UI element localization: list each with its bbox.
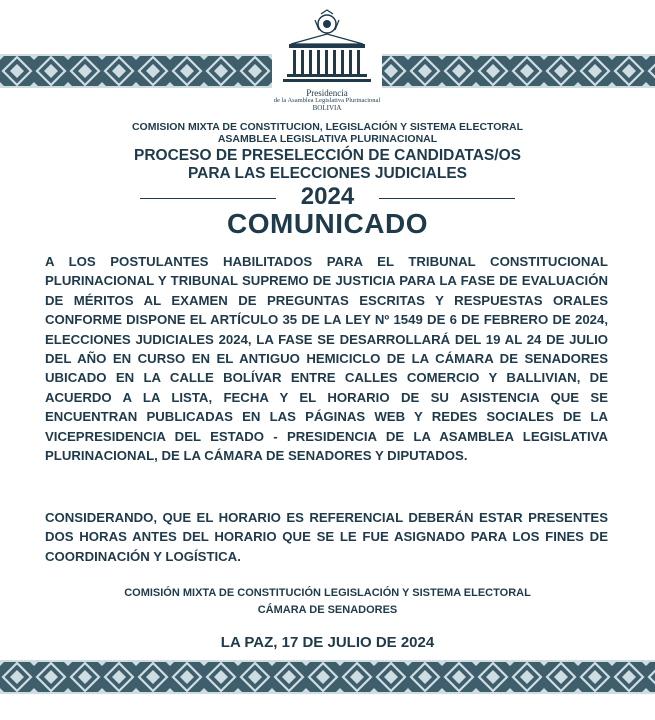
process-heading — [0, 147, 655, 183]
date-line: LA PAZ, 17 DE JULIO DE 2024 — [220, 634, 435, 651]
commission-line-1: COMISION MIXTA DE CONSTITUCION, LEGISLACIÓN Y SISTEMA ELECTORAL — [131, 121, 524, 133]
notice-paragraph-1: A LOS POSTULANTES HABILITADOS PARA EL TRIBUNAL CONSTITUCIONAL PLURINACIONAL Y TRIBUNAL SUPREMO DE JUSTICIA PARA LA FASE DE EVALUACIÓN DE MÉRITOS AL EXAMEN DE PREGUNTAS ESCRITAS Y RESPUESTAS ORALES CONFORME DISPONE EL ARTÍCULO 35 DE LA LEY Nº 1549 DE 6 DE FEBRERO DE 2024, ELECCIONES JUDICIALES 2024, LA FASE SE DESARROLLARÁ DEL 19 AL 24 DE JULIO DEL AÑO EN CURSO EN EL ANTIGUO HEMICICLO DE LA CÁMARA DE SENADORES UBICADO EN LA CALLE BOLÍVAR ENTRE CALLES COMERCIO Y BALLIVIAN, DE ACUERDO A LA LISTA, FECHA Y EL HORARIO DE SU ASISTENCIA QUE SE ENCUENTRAN PUBLICADAS EN LAS PÁGINAS WEB Y REDES SOCIALES DE LA VICEPRESIDENCIA DEL ESTADO - PRESIDENCIA DE LA ASAMBLEA LEGISLATIVA PLURINACIONAL, DE LA CÁMARA DE SENADORES Y DIPUTADOS. — [45, 254, 608, 464]
decorative-band-bottom — [0, 660, 655, 694]
commission-line-2: ASAMBLEA LEGISLATIVA PLURINACIONAL — [217, 133, 438, 145]
seal-country: BOLIVIA — [312, 104, 342, 113]
process-line-1: PROCESO DE PRESELECCIÓN DE CANDIDATAS/OS — [134, 147, 521, 164]
presidency-seal — [272, 8, 382, 120]
notice-paragraph-2: CONSIDERANDO, QUE EL HORARIO ES REFERENCIAL DEBERÁN ESTAR PRESENTES DOS HORAS ANTES DEL HORARIO QUE SE LE FUE ASIGNADO PARA LOS FINES DE COORDINACIÓN Y LOGÍSTICA. — [45, 510, 608, 564]
commission-heading — [0, 121, 655, 145]
seal-assembly: de la Asamblea Legislativa Plurinacional — [273, 97, 381, 105]
page-title: COMUNICADO — [227, 208, 428, 239]
signature-commission: COMISIÓN MIXTA DE CONSTITUCIÓN LEGISLACIÓN Y SISTEMA ELECTORAL — [124, 587, 531, 599]
legislative-building-icon — [277, 8, 377, 88]
process-line-2: PARA LAS ELECCIONES JUDICIALES — [187, 165, 468, 182]
year-heading: 2024 — [300, 183, 355, 210]
seal-presidencia: Presidencia — [306, 88, 348, 98]
signature-chamber: CÁMARA DE SENADORES — [257, 604, 398, 616]
